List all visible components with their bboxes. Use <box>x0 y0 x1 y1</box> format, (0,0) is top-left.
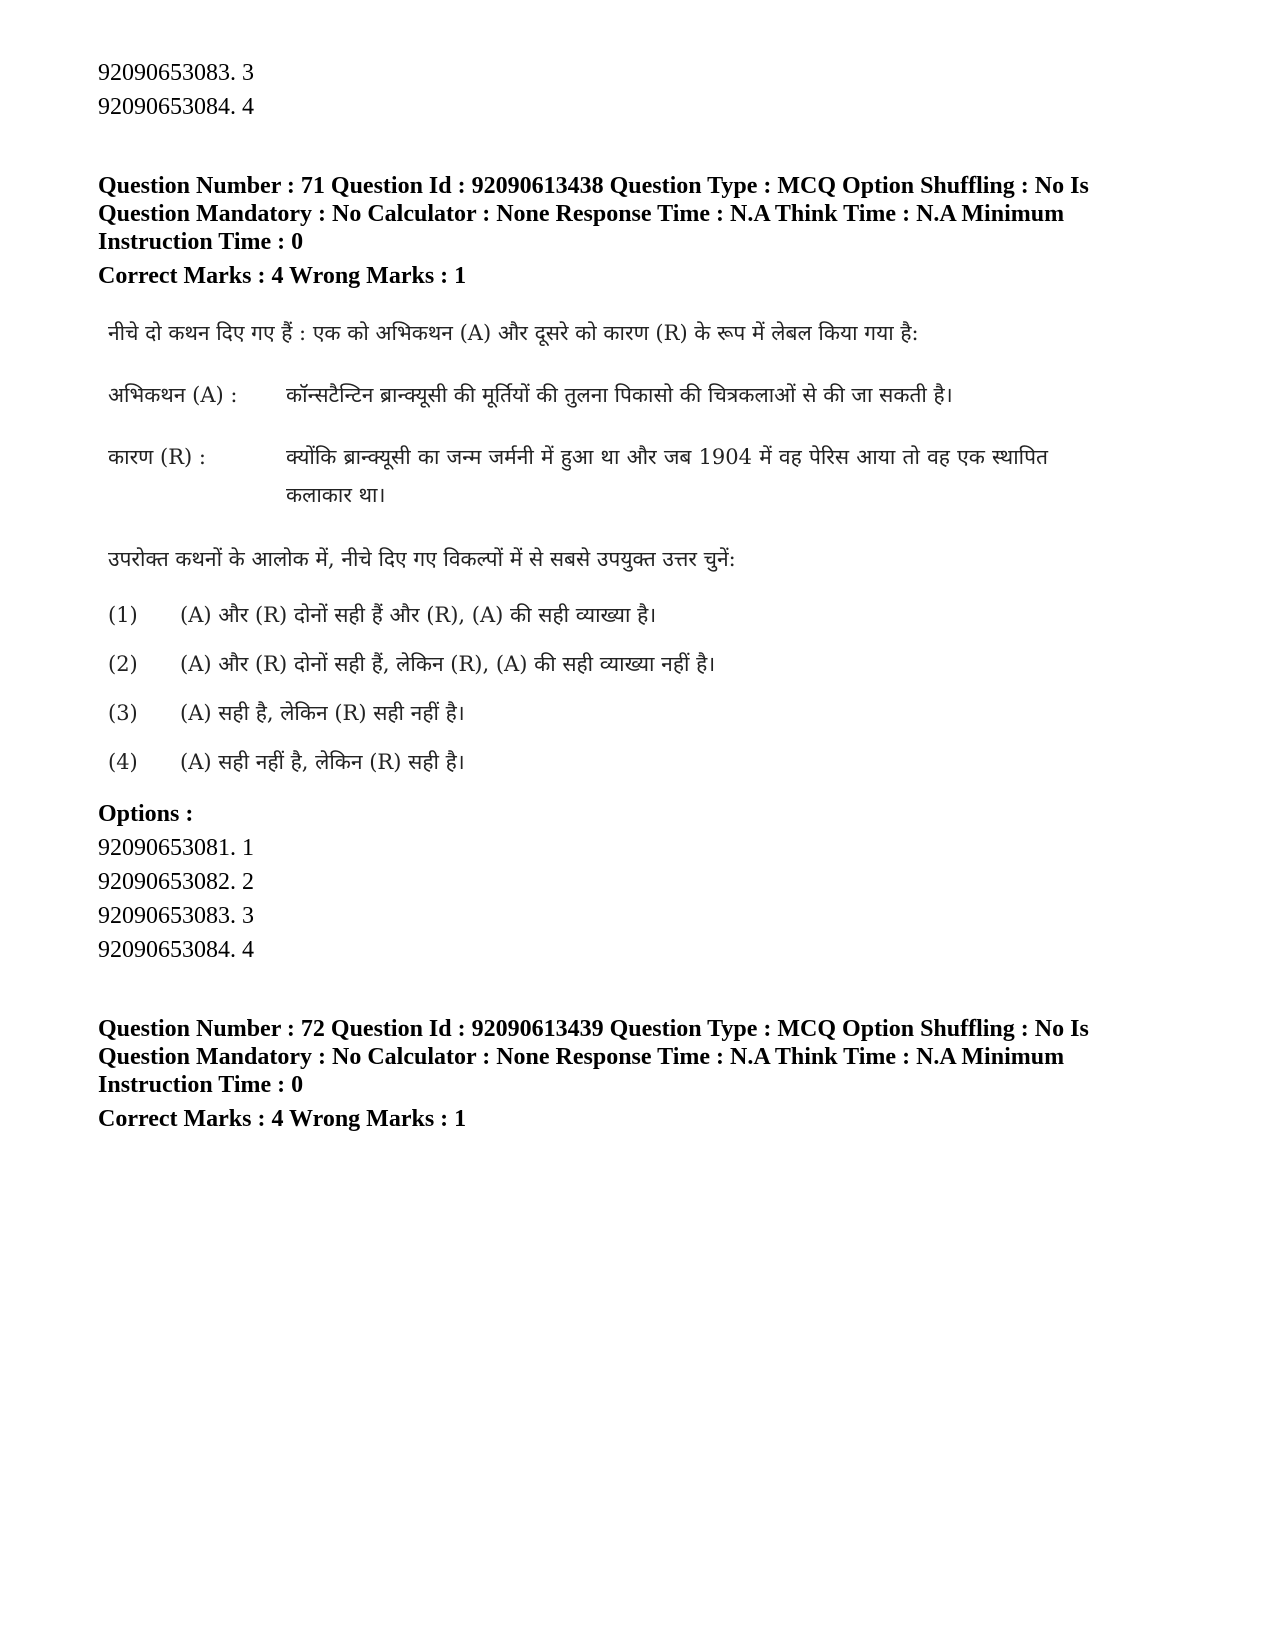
prev-option-3: 92090653083. 3 <box>98 60 254 86</box>
question-71-header: Question Number : 71 Question Id : 92090613438 Question Type : MCQ Option Shuffling : No Is Question Mandatory : No Calculator : None Response Time : N.A Think Time : N.A Minimum Instruction Time : 0 <box>98 173 1089 255</box>
choice-text: (A) सही है, लेकिन (R) सही नहीं है। <box>180 701 465 725</box>
prev-option-4: 92090653084. 4 <box>98 94 254 120</box>
option-id-4: 92090653084. 4 <box>98 937 254 963</box>
choice-number: (4) <box>108 750 138 774</box>
options-title: Options : <box>98 801 194 827</box>
question-72 <box>98 1015 1178 1133</box>
choice-text: (A) और (R) दोनों सही हैं और (R), (A) की सही व्याख्या है। <box>180 603 657 627</box>
reason-label: कारण (R) : <box>108 445 206 469</box>
reason-text: क्योंकि ब्रान्क्यूसी का जन्म जर्मनी में हुआ था और जब 1904 में वह पेरिस आया तो वह एक स्थापित कलाकार था। <box>286 445 1048 507</box>
question-71-body <box>108 314 1048 781</box>
question-71 <box>98 172 1178 967</box>
option-id-2: 92090653082. 2 <box>98 869 254 895</box>
choice-list <box>108 596 1048 781</box>
question-intro: नीचे दो कथन दिए गए हैं : एक को अभिकथन (A) और दूसरे को कारण (R) के रूप में लेबल किया गया है: <box>108 321 919 345</box>
reason-statement <box>108 438 1048 514</box>
option-id-3: 92090653083. 3 <box>98 903 254 929</box>
option-id-1: 92090653081. 1 <box>98 835 254 861</box>
assertion-statement <box>108 376 1048 414</box>
choice-number: (2) <box>108 652 138 676</box>
document-page <box>98 56 1178 1133</box>
choice-text: (A) और (R) दोनों सही हैं, लेकिन (R), (A) की सही व्याख्या नहीं है। <box>180 652 716 676</box>
choice-2 <box>108 645 1048 683</box>
assertion-text: कॉन्सटैन्टिन ब्रान्क्यूसी की मूर्तियों की तुलना पिकासो की चित्रकलाओं से की जा सकती है। <box>286 383 953 407</box>
choice-1 <box>108 596 1048 634</box>
question-72-marks: Correct Marks : 4 Wrong Marks : 1 <box>98 1106 467 1132</box>
choice-number: (3) <box>108 701 138 725</box>
choice-number: (1) <box>108 603 138 627</box>
assertion-label: अभिकथन (A) : <box>108 383 238 407</box>
choice-text: (A) सही नहीं है, लेकिन (R) सही है। <box>180 750 465 774</box>
question-72-header: Question Number : 72 Question Id : 92090613439 Question Type : MCQ Option Shuffling : No Is Question Mandatory : No Calculator : None Response Time : N.A Think Time : N.A Minimum Instruction Time : 0 <box>98 1016 1089 1098</box>
question-71-marks: Correct Marks : 4 Wrong Marks : 1 <box>98 263 467 289</box>
choice-4 <box>108 743 1048 781</box>
choice-3 <box>108 694 1048 732</box>
question-prompt: उपरोक्त कथनों के आलोक में, नीचे दिए गए विकल्पों में से सबसे उपयुक्त उत्तर चुनें: <box>108 547 736 571</box>
